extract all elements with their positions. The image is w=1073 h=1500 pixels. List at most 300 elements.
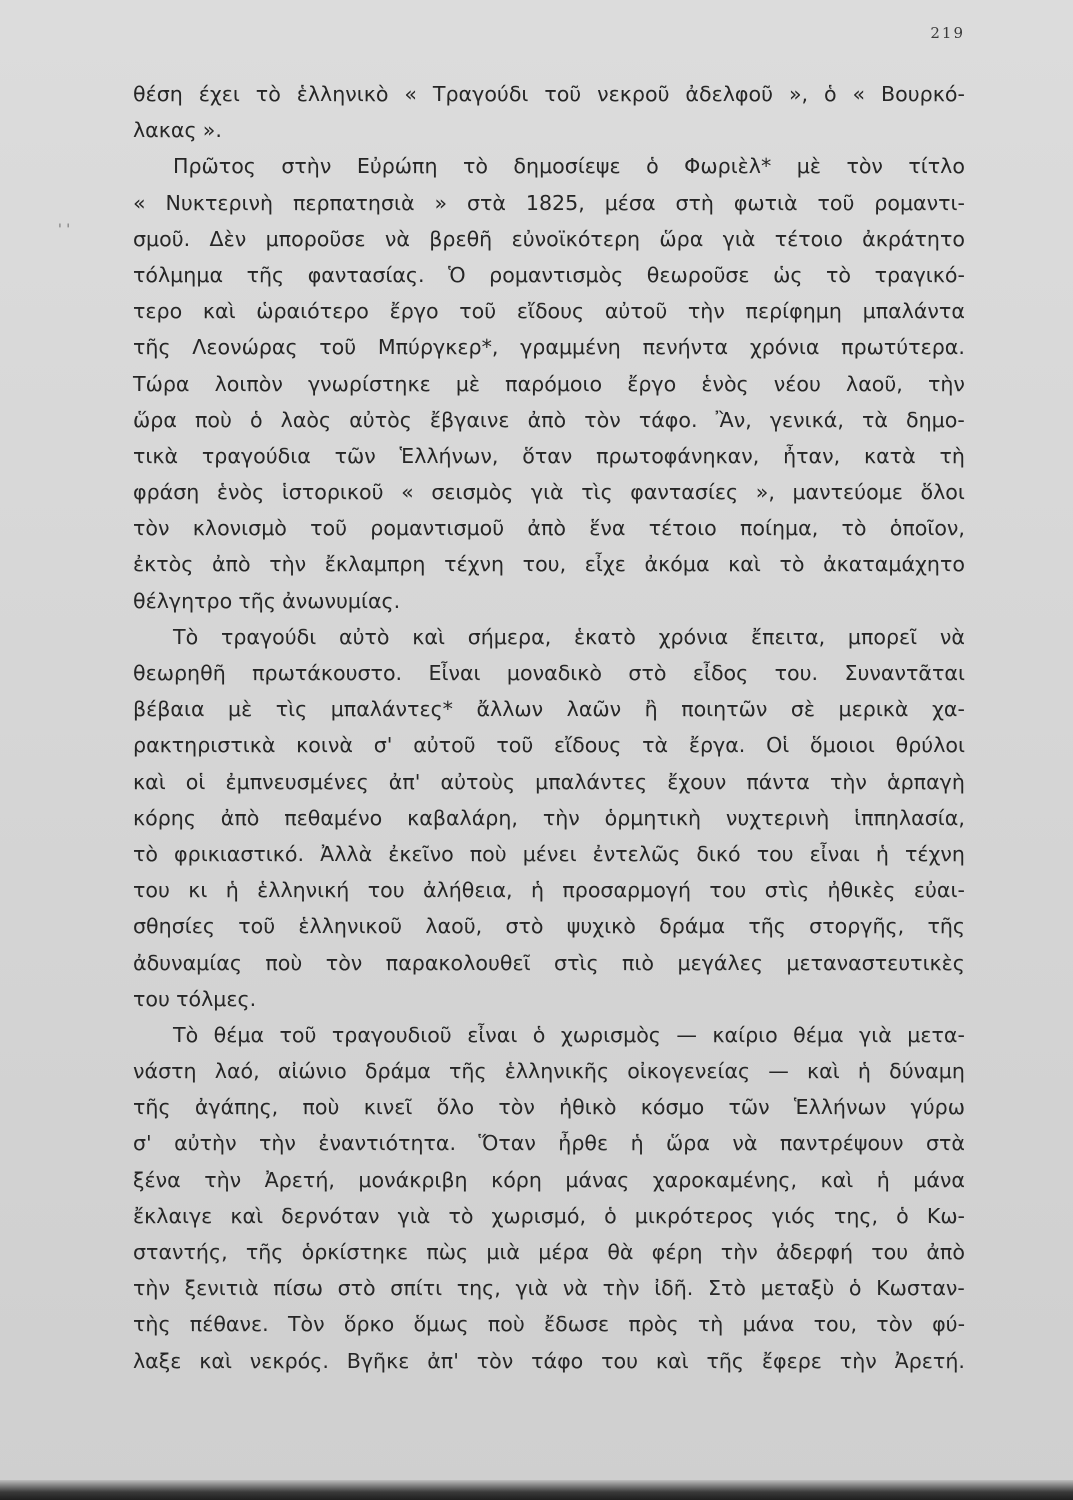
- word: ὁ: [604, 1203, 617, 1228]
- word: —: [676, 1022, 697, 1047]
- text-line: [133, 329, 965, 365]
- word: Ἀρετή.: [894, 1348, 965, 1373]
- word: τῶν: [334, 443, 376, 468]
- word: φαντασίες: [630, 480, 739, 505]
- word: τῶν: [728, 1095, 770, 1120]
- word: «: [401, 480, 414, 505]
- word: καὶ: [133, 769, 166, 794]
- word: ἑνὸς: [216, 480, 265, 505]
- word: τραγουδιοῦ: [331, 1022, 452, 1047]
- text-line: [133, 691, 965, 727]
- word: αὐτοὺς: [440, 769, 516, 794]
- word: ξενιτιὰ: [184, 1276, 259, 1301]
- word: τὸν: [476, 1348, 514, 1373]
- word: τὸν: [325, 950, 363, 975]
- word: τοῦ: [310, 516, 348, 541]
- word: ποὺ: [194, 407, 232, 432]
- word: τόλμες.: [176, 986, 257, 1011]
- word: κλονισμὸ: [192, 516, 287, 541]
- word: Ἀρετή,: [264, 1167, 335, 1192]
- text-line: [133, 945, 965, 981]
- word: του,: [522, 552, 567, 577]
- word: Μπύργκερ*,: [377, 335, 499, 360]
- word: τῆς: [706, 1348, 745, 1373]
- text-line: [133, 474, 965, 510]
- word: τραγούδια: [201, 443, 311, 468]
- word: στὴ: [675, 190, 714, 215]
- word: τὴ: [939, 443, 965, 468]
- text-line: [133, 546, 965, 582]
- word: καὶ: [820, 1167, 854, 1192]
- word: Ὅταν: [478, 1131, 536, 1156]
- word: Τραγούδι: [432, 82, 529, 106]
- word: ἑλληνικοῦ: [298, 914, 403, 939]
- word: τάφο.: [638, 407, 698, 432]
- word: τοῦ: [496, 733, 534, 758]
- word: τὴν: [133, 1276, 170, 1301]
- word: μὲ: [228, 697, 253, 722]
- word: Εἶναι: [428, 661, 481, 685]
- word: «: [852, 82, 866, 106]
- word: τίτλο: [908, 154, 965, 179]
- word: τὸ: [826, 262, 852, 287]
- word: ἢ: [644, 697, 658, 722]
- word: ὁ: [896, 1203, 909, 1228]
- word: θέμα: [793, 1022, 844, 1047]
- word: τὸν: [498, 1095, 535, 1120]
- word: γιὰ: [859, 1022, 892, 1047]
- word: Νυκτερινὴ: [165, 190, 274, 215]
- text-line: [133, 1017, 965, 1053]
- word: χα-: [932, 697, 965, 722]
- word: ρομαντισμοῦ: [370, 516, 505, 541]
- word: στὸ: [505, 914, 544, 939]
- word: μεγάλες: [677, 950, 763, 975]
- word: ρακτηριστικὰ: [133, 733, 276, 758]
- margin-mark: ' ': [58, 222, 71, 238]
- word: στὸ: [628, 661, 667, 685]
- word: ἔργα.: [688, 733, 746, 758]
- word: τὴν: [602, 1276, 640, 1301]
- word: ἡ: [876, 1167, 890, 1192]
- word: μάνα: [742, 1312, 795, 1337]
- word: μάνας: [565, 1167, 630, 1192]
- text-line: [133, 1270, 965, 1306]
- word: πενήντα: [642, 335, 729, 360]
- word: νὰ: [732, 1131, 758, 1156]
- word: τῆς: [748, 914, 786, 939]
- word: Ἑλλήνων,: [399, 443, 499, 468]
- word: Εὐρώπη: [356, 154, 438, 179]
- word: λαῶν: [566, 697, 622, 722]
- text-line: [133, 908, 965, 944]
- word: της,: [456, 1276, 501, 1301]
- word: καὶ: [230, 1203, 264, 1228]
- word: στὰ: [925, 1131, 965, 1156]
- word: αὐτοῦ: [413, 733, 476, 758]
- word: ὅλο: [436, 1095, 475, 1120]
- word: Οἱ: [766, 733, 790, 758]
- word: Στὸ: [708, 1276, 747, 1301]
- word: προσαρμογή: [562, 878, 692, 903]
- word: τῆς: [238, 588, 276, 613]
- word: Λεονώρας: [192, 335, 298, 360]
- word: »,: [755, 480, 775, 505]
- word: ἔργο: [627, 371, 677, 396]
- word: ὡς: [773, 262, 803, 287]
- word: θέμα: [213, 1022, 265, 1047]
- word: οἱ: [185, 769, 206, 794]
- word: πρωτοφάνηκαν,: [596, 443, 760, 468]
- word: μικρότερος: [634, 1203, 754, 1228]
- word: του: [756, 841, 794, 866]
- word: του,: [813, 1312, 858, 1337]
- word: ἀνωνυμίας.: [282, 588, 401, 613]
- word: του: [871, 1240, 909, 1264]
- word: χρόνια: [658, 624, 729, 649]
- word: ποὺ: [302, 1095, 340, 1120]
- text-line: [133, 1162, 965, 1198]
- word: θρύλοι: [895, 733, 965, 758]
- word: πιὸ: [622, 950, 655, 975]
- word: τὸν: [876, 1312, 913, 1337]
- word: ὁποῖον,: [889, 516, 965, 541]
- text-line: [133, 836, 965, 872]
- word: Κω-: [926, 1203, 965, 1228]
- word: αἰώνιο: [277, 1059, 347, 1084]
- word: ὅμως: [413, 1312, 469, 1337]
- word: ἠθικὲς: [827, 878, 896, 903]
- word: ποὺ: [469, 841, 507, 866]
- word: πάντα: [746, 769, 810, 794]
- word: νεκροῦ: [597, 82, 670, 106]
- word: ἀδελφοῦ: [685, 82, 774, 106]
- text-line: [133, 583, 965, 619]
- word: ρομαντι-: [874, 190, 965, 215]
- word: ἰδῆ.: [654, 1276, 694, 1301]
- word: ἑλληνικὸ: [296, 82, 389, 106]
- word: τερο: [133, 299, 183, 324]
- word: ὁ: [824, 82, 837, 106]
- word: λαὸς: [280, 407, 332, 432]
- text-line: [133, 727, 965, 763]
- word: τὴν: [687, 299, 725, 324]
- word: ποιητῶν: [681, 697, 768, 722]
- word: ἑλληνική: [257, 878, 350, 903]
- word: δημο-: [906, 407, 965, 432]
- word: νὰ: [939, 624, 965, 649]
- word: τὸ: [462, 154, 488, 179]
- word: Πρῶτος: [173, 154, 256, 179]
- word: πέθανε.: [189, 1312, 269, 1337]
- word: ποίημα,: [740, 516, 819, 541]
- text-line: [133, 619, 965, 655]
- word: δύναμη: [889, 1059, 965, 1084]
- word: νὰ: [562, 1276, 588, 1301]
- word: καὶ: [728, 552, 761, 577]
- word: σὲ: [790, 697, 816, 722]
- word: του: [133, 878, 170, 903]
- text-line: [133, 148, 965, 184]
- word: κατὰ: [863, 443, 916, 468]
- word: ἡ: [225, 878, 239, 903]
- word: τοῦ: [319, 335, 357, 360]
- word: ἀδυναμίας: [133, 950, 242, 975]
- word: τὴν: [542, 805, 580, 830]
- word: ξένα: [133, 1167, 181, 1192]
- word: καίριο: [712, 1022, 778, 1047]
- word: ὁ: [848, 1276, 862, 1301]
- word: ὅταν: [522, 443, 573, 468]
- word: μάνα: [913, 1167, 965, 1192]
- word: ἔκλαιγε: [133, 1203, 213, 1228]
- word: νέου: [773, 371, 821, 396]
- word: λαό,: [214, 1059, 260, 1084]
- word: ἑλληνικῆς: [504, 1059, 610, 1084]
- word: τέχνη: [444, 552, 505, 577]
- word: μποροῦσε: [265, 226, 366, 251]
- word: ὥρα: [659, 226, 704, 251]
- word: ἑκατὸ: [574, 624, 636, 649]
- word: Τὸ: [173, 1022, 199, 1047]
- word: χαροκαμένης,: [652, 1167, 798, 1192]
- word: ψυχικὸ: [566, 914, 636, 939]
- word: μονάκριβη: [358, 1167, 468, 1192]
- word: Συναντᾶται: [844, 661, 965, 685]
- word: ἀπὸ: [220, 805, 260, 830]
- word: της,: [833, 1203, 879, 1228]
- word: τῆς: [927, 914, 965, 939]
- word: ποὺ: [265, 950, 303, 975]
- word: κι: [188, 878, 208, 903]
- word: σθησίες: [133, 914, 215, 939]
- word: θεωροῦσε: [646, 262, 750, 287]
- word: ἀπὸ: [926, 1240, 965, 1264]
- word: μὲ: [796, 154, 821, 179]
- word: τοῦ: [459, 299, 497, 324]
- word: τὰ: [861, 407, 888, 432]
- word: ἐναντιότητα.: [318, 1131, 457, 1156]
- word: τέτοιο: [648, 516, 717, 541]
- word: του.: [774, 661, 819, 685]
- word: του: [367, 878, 405, 903]
- word: πρωτάκουστο.: [252, 661, 403, 685]
- word: Τὸν: [287, 1312, 325, 1337]
- word: μιὰ: [486, 1240, 520, 1264]
- word: ἡ: [875, 841, 889, 866]
- word: τέτοιο: [774, 226, 843, 251]
- word: γραμμένη: [520, 335, 621, 360]
- word: στὰ: [466, 190, 506, 215]
- word: »: [434, 190, 448, 215]
- word: τὶς: [581, 480, 613, 505]
- word: χρόνια: [749, 335, 820, 360]
- word: τῆς: [449, 1059, 487, 1084]
- word: τὸν: [584, 407, 621, 432]
- word: Ἑλλήνων: [793, 1095, 887, 1120]
- text-line: [133, 981, 965, 1017]
- word: ἀπ': [388, 769, 421, 794]
- word: γνωρίστηκε: [307, 371, 431, 396]
- word: μοναδικὸ: [506, 661, 603, 685]
- word: γιὰ: [515, 1276, 549, 1301]
- word: Ἂν,: [715, 407, 752, 432]
- text-line: [133, 76, 965, 112]
- word: κόσμο: [640, 1095, 705, 1120]
- word: ὁρκίστηκε: [301, 1240, 409, 1264]
- word: μετα-: [907, 1022, 965, 1047]
- word: οἰκογενείας: [627, 1059, 751, 1084]
- word: εἴδους: [554, 733, 622, 758]
- word: καὶ: [202, 299, 236, 324]
- word: τὸν: [846, 154, 883, 179]
- word: μερικὰ: [838, 697, 909, 722]
- word: χωρισμὸς: [560, 1022, 661, 1047]
- word: τὸν: [133, 516, 170, 541]
- word: μέσα: [604, 190, 656, 215]
- word: δράμα: [659, 914, 726, 939]
- word: ἔβγαινε: [429, 407, 510, 432]
- word: πίσω: [273, 1276, 323, 1301]
- word: ὁ: [532, 1022, 546, 1047]
- word: τὴς: [133, 1312, 171, 1337]
- word: Ὁ: [448, 262, 466, 287]
- word: ».: [202, 118, 222, 143]
- word: εἶναι: [809, 841, 860, 866]
- word: στὶς: [764, 878, 810, 903]
- word: πὼς: [426, 1240, 469, 1264]
- word: μεταξὺ: [760, 1276, 835, 1301]
- word: κόρης: [133, 805, 196, 830]
- text-line: [133, 185, 965, 221]
- word: θέλγητρο: [133, 588, 233, 613]
- word: Δὲν: [209, 226, 247, 251]
- word: ἐμπνευσμένες: [225, 769, 369, 794]
- word: θεωρηθῆ: [133, 661, 226, 685]
- word: φαντασίας.: [307, 262, 425, 287]
- text-line: [133, 221, 965, 257]
- word: μπορεῖ: [847, 624, 918, 649]
- word: θὰ: [607, 1240, 634, 1264]
- word: μένει: [522, 841, 577, 866]
- word: σεισμὸς: [431, 480, 514, 505]
- word: παρακολουθεῖ: [385, 950, 531, 975]
- word: σμοῦ.: [133, 226, 191, 251]
- word: στὴν: [281, 154, 332, 179]
- word: Κωσταν-: [876, 1276, 965, 1301]
- word: νάστη: [133, 1059, 197, 1084]
- word: τὸ: [448, 1203, 474, 1228]
- word: βέβαια: [133, 697, 205, 722]
- word: τὴν: [269, 552, 307, 577]
- word: δικό: [696, 841, 741, 866]
- word: τοῦ: [279, 1022, 317, 1047]
- word: καὶ: [412, 624, 445, 649]
- word: ἀγάπης,: [194, 1095, 279, 1120]
- word: ἱππηλασία,: [854, 805, 965, 830]
- word: λαοῦ,: [846, 371, 903, 396]
- word: τὴ: [697, 1312, 724, 1337]
- word: νυχτερινὴ: [725, 805, 830, 830]
- word: Τώρα: [133, 371, 190, 396]
- word: ἀπ': [427, 1348, 459, 1373]
- text-line: [133, 1089, 965, 1125]
- word: ἄλλων: [476, 697, 544, 722]
- word: ἔφερε: [761, 1348, 822, 1373]
- text-line: [133, 366, 965, 402]
- word: ἠθικὸ: [559, 1095, 617, 1120]
- word: εὐαι-: [913, 878, 965, 903]
- word: σταντής,: [133, 1240, 228, 1264]
- word: ὅλοι: [920, 480, 965, 505]
- word: μαντεύομε: [792, 480, 903, 505]
- word: Τὸ: [173, 624, 199, 649]
- word: «: [404, 82, 417, 106]
- word: —: [768, 1059, 789, 1084]
- text-line: [133, 112, 965, 148]
- word: γιὰ: [722, 226, 756, 251]
- word: τὴν: [839, 1348, 877, 1373]
- word: ἐντελῶς: [592, 841, 681, 866]
- word: στὸ: [337, 1276, 376, 1301]
- word: ἀδερφή: [775, 1240, 853, 1264]
- word: τῆς: [246, 262, 285, 287]
- word: ρομαντισμὸς: [489, 262, 624, 287]
- word: ἀλήθεια,: [422, 878, 513, 903]
- word: πρὸς: [628, 1312, 679, 1337]
- word: Ἀλλὰ: [320, 841, 373, 866]
- word: βρεθῆ: [429, 226, 493, 251]
- text-line: [133, 800, 965, 836]
- word: φωτιὰ: [733, 190, 798, 215]
- word: Βουρκό-: [881, 82, 965, 106]
- word: περπατησιὰ: [292, 190, 415, 215]
- word: ἱστορικοῦ: [281, 480, 384, 505]
- word: κοινὰ: [296, 733, 353, 758]
- word: γενικά,: [769, 407, 844, 432]
- word: μπαλάντες*: [330, 697, 453, 722]
- word: εἶναι: [467, 1022, 518, 1047]
- word: κόρη: [491, 1167, 542, 1192]
- text-line: [133, 1125, 965, 1161]
- word: τὸ: [779, 552, 805, 577]
- word: σήμερα,: [467, 624, 552, 649]
- word: πρωτύτερα.: [841, 335, 965, 360]
- word: 1825,: [525, 190, 585, 215]
- word: λακας: [133, 118, 197, 143]
- word: ἦρθε: [558, 1131, 609, 1156]
- word: στὶς: [554, 950, 599, 975]
- word: τέχνη: [904, 841, 965, 866]
- word: »,: [788, 82, 809, 106]
- word: τραγούδι: [220, 624, 317, 649]
- word: ἐκεῖνο: [388, 841, 454, 866]
- text-line: [133, 1053, 965, 1089]
- word: καβαλάρη,: [407, 805, 518, 830]
- word: δερνόταν: [281, 1203, 380, 1228]
- text-line: [133, 872, 965, 908]
- word: λαξε: [133, 1348, 182, 1373]
- word: ἔδωσε: [544, 1312, 610, 1337]
- word: ὅμοιοι: [810, 733, 875, 758]
- word: παρόμοιο: [505, 371, 603, 396]
- text-line: [133, 510, 965, 546]
- word: ἀκαταμάχητο: [823, 552, 965, 577]
- word: φρικιαστικό.: [174, 841, 305, 866]
- word: ποὺ: [487, 1312, 525, 1337]
- word: αὐτὸ: [339, 624, 390, 649]
- word: ἀκράτητο: [862, 226, 965, 251]
